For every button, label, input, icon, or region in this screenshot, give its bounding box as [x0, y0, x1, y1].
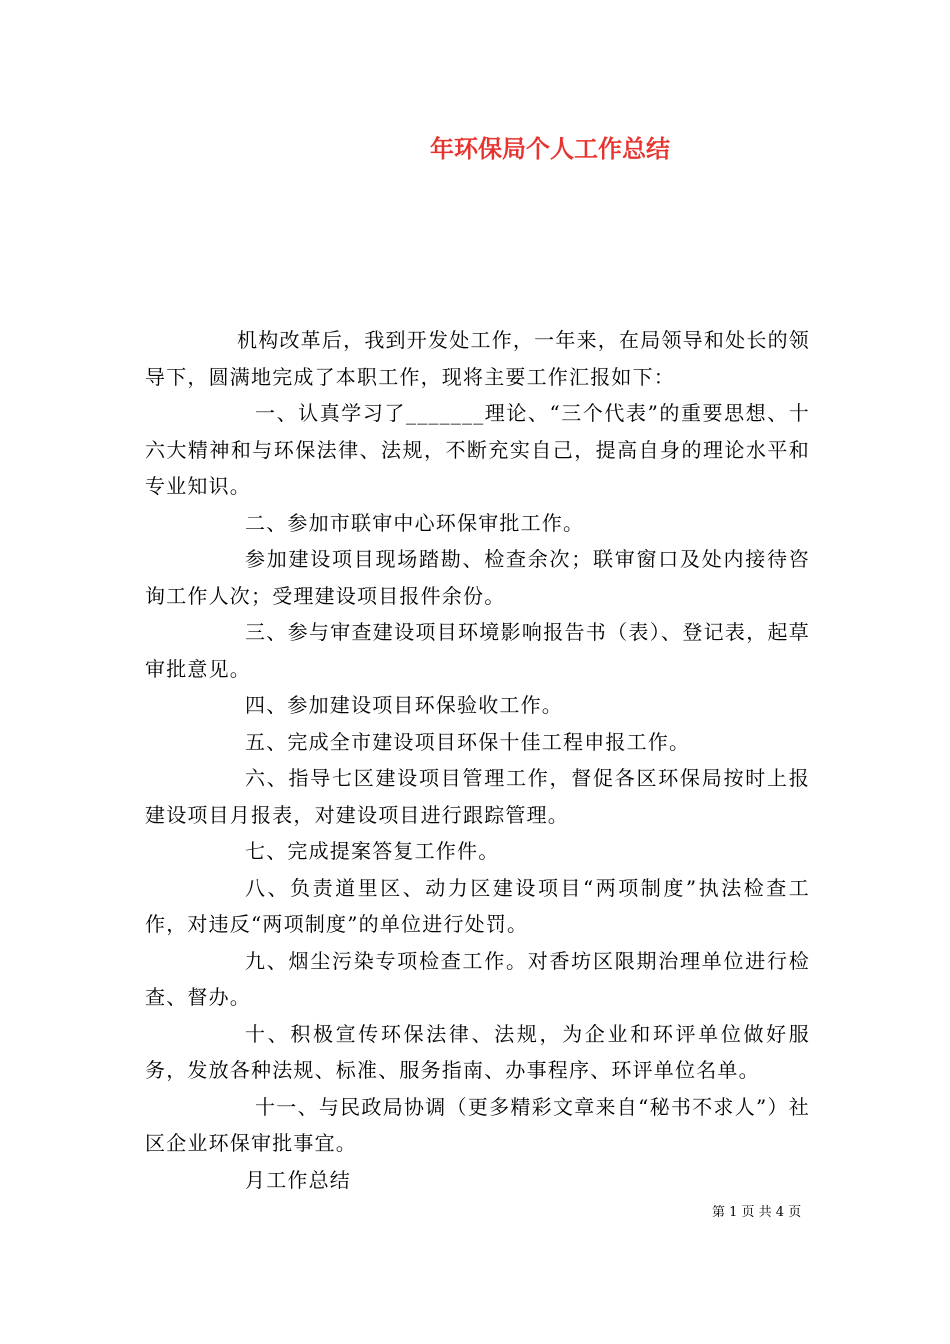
paragraph-item-4: 四、参加建设项目环保验收工作。: [245, 693, 563, 717]
paragraph-monthly-summary: 月工作总结: [245, 1167, 351, 1192]
page-number: 第 1 页 共 4 页: [712, 1205, 802, 1220]
paragraph-item-10: 十、积极宣传环保法律、法规，为企业和环评单位做好服务，发放各种法规、标准、服务指南、办事程序、环评单位名单。: [145, 1021, 810, 1082]
paragraph-intro: 机构改革后，我到开发处工作，一年来，在局领导和处长的领导下，圆满地完成了本职工作，现将主要工作汇报如下：: [145, 328, 810, 389]
document-title: 年环保局个人工作总结: [430, 135, 670, 163]
paragraph-item-11: 十一、与民政局协调（更多精彩文章来自“秘书不求人”）社区企业环保审批事宜。: [145, 1094, 810, 1155]
paragraph-item-8: 八、负责道里区、动力区建设项目“两项制度”执法检查工作，对违反“两项制度”的单位进行处罚。: [145, 875, 810, 936]
paragraph-item-5: 五、完成全市建设项目环保十佳工程申报工作。: [245, 729, 691, 754]
paragraph-item-6: 六、指导七区建设项目管理工作，督促各区环保局按时上报建设项目月报表，对建设项目进行跟踪管理。: [145, 766, 810, 827]
paragraph-item-1: 一、认真学习了_______理论、“三个代表”的重要思想、十六大精神和与环保法律、法规，不断充实自己，提高自身的理论水平和专业知识。: [145, 401, 810, 498]
paragraph-item-2: 二、参加市联审中心环保审批工作。: [245, 510, 585, 535]
paragraph-item-9: 九、烟尘污染专项检查工作。对香坊区限期治理单位进行检查、督办。: [145, 948, 810, 1009]
paragraph-item-7: 七、完成提案答复工作件。: [245, 839, 500, 863]
document-body: [145, 322, 810, 1198]
paragraph-item-2-detail: 参加建设项目现场踏勘、检查余次；联审窗口及处内接待咨询工作人次；受理建设项目报件余份。: [145, 547, 810, 608]
paragraph-item-3: 三、参与审查建设项目环境影响报告书（表）、登记表，起草审批意见。: [145, 620, 810, 681]
